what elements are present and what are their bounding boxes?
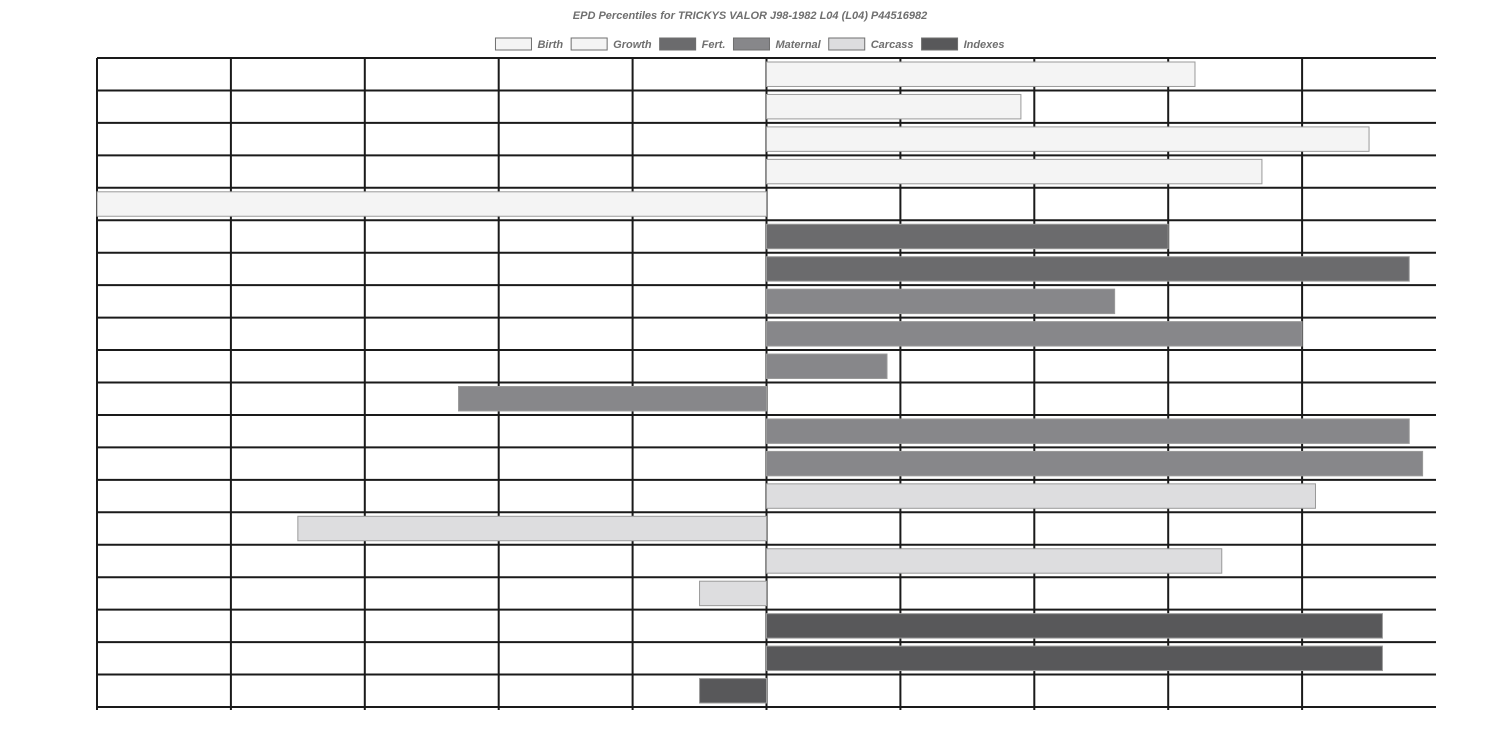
bar: [298, 516, 767, 540]
bar: [97, 192, 767, 216]
bar: [767, 354, 888, 378]
legend-swatch: [495, 38, 531, 50]
legend-label: Carcass: [870, 39, 914, 51]
bar: [767, 289, 1115, 313]
legend-swatch: [829, 38, 865, 50]
bar: [767, 127, 1370, 151]
bar: [700, 581, 767, 605]
bar: [767, 614, 1383, 638]
legend-swatch: [733, 38, 769, 50]
legend-label: Growth: [613, 39, 652, 51]
chart-title: EPD Percentiles for TRICKYS VALOR J98-1982 L04 (L04) P44516982: [572, 10, 928, 22]
bar: [767, 94, 1021, 118]
bar: [767, 419, 1410, 443]
legend-label: Fert.: [701, 39, 726, 51]
bar: [767, 549, 1222, 573]
bar: [767, 62, 1195, 86]
bar: [767, 646, 1383, 670]
legend-label: Maternal: [775, 39, 821, 51]
legend: [495, 38, 1004, 51]
bar: [767, 257, 1410, 281]
bar: [700, 679, 767, 703]
legend-label: Birth: [537, 39, 564, 51]
legend-swatch: [922, 38, 958, 50]
legend-swatch: [660, 38, 696, 50]
bar: [459, 387, 767, 411]
chart-grid: [97, 58, 1436, 710]
bar: [767, 484, 1316, 508]
legend-swatch: [571, 38, 607, 50]
bar: [767, 224, 1169, 248]
legend-label: Indexes: [963, 39, 1005, 51]
bar: [767, 159, 1262, 183]
bar: [767, 322, 1303, 346]
bar: [767, 451, 1423, 475]
